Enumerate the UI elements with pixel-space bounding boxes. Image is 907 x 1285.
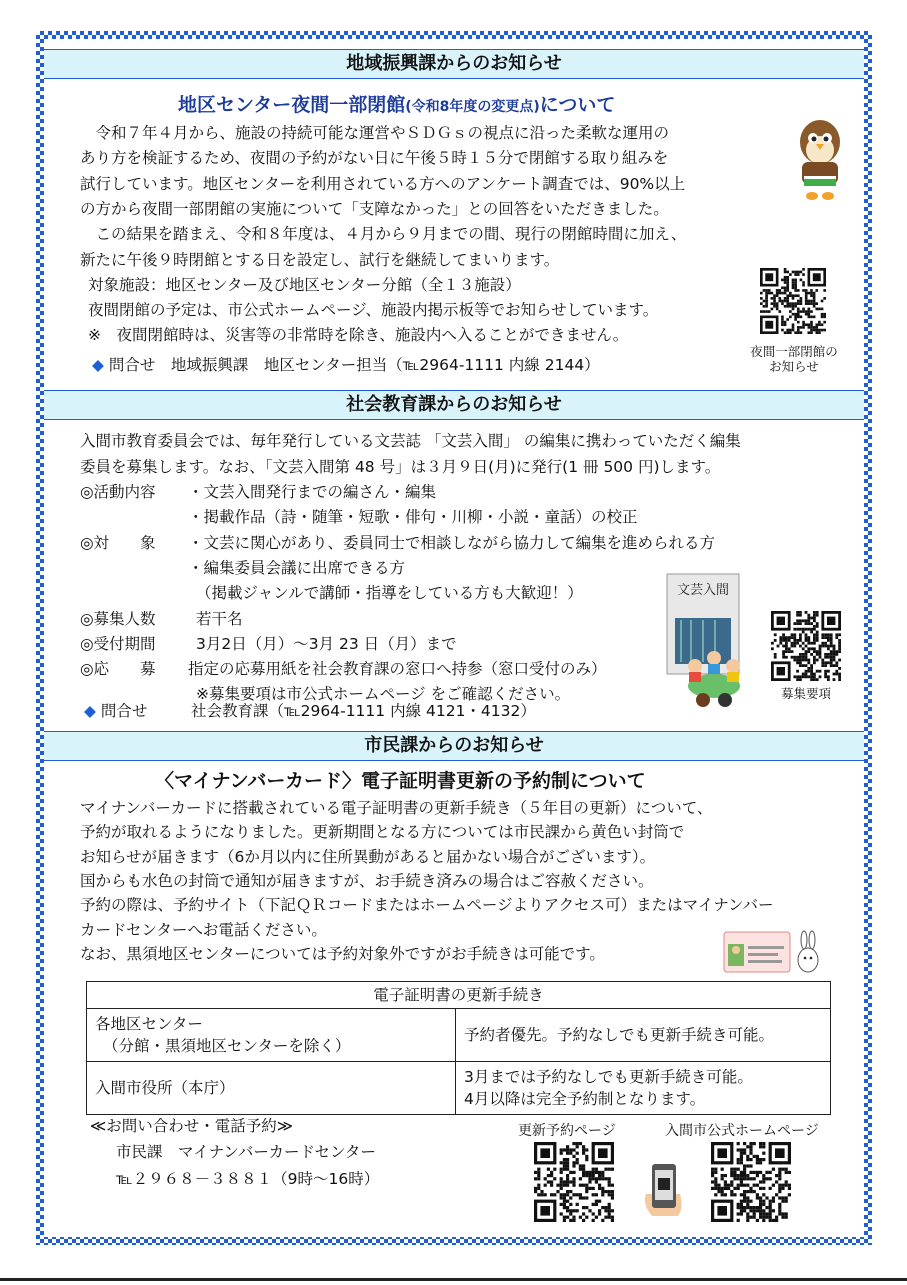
body-line: この結果を踏まえ、令和８年度は、４月から９月までの間、現行の閉館時間に加え、 — [80, 225, 687, 244]
qr-code-icon[interactable] — [704, 1142, 798, 1222]
mascot-bird-icon — [790, 112, 850, 204]
section-header-chiiki: 地域振興課からのお知らせ — [44, 49, 864, 79]
title-note: (令和8年度の変更点) — [405, 99, 540, 115]
qr-code-icon[interactable] — [528, 1142, 620, 1222]
qr-caption-shakai: 募集要項 — [780, 686, 831, 701]
smartphone-icon — [640, 1160, 688, 1220]
item-text: ・掲載作品（詩・随筆・短歌・俳句・川柳・小説・童話）の校正 — [188, 508, 638, 527]
item-label: ◎活動内容 — [80, 483, 156, 501]
contact-line2: ℡２９６８－３８８１（9時～16時） — [116, 1170, 380, 1188]
body-line: 予約の際は、予約サイト（下記ＱＲコードまたはホームページよりアクセス可）またはマイナンバー — [80, 896, 774, 915]
cell-text: 予約者優先。予約なしでも更新手続き可能。 — [464, 1026, 775, 1044]
item-label: ◎対 象 — [80, 533, 156, 552]
table-cell — [456, 1009, 831, 1062]
cell-text: （分館・黒須地区センターを除く） — [103, 1037, 351, 1055]
book-title: 文芸入間 — [676, 583, 730, 598]
table-cell — [87, 1062, 456, 1115]
item-text: ・編集委員会議に出席できる方 — [188, 558, 406, 577]
item-text: ※募集要項は市公式ホームページ をご確認ください。 — [196, 685, 571, 704]
body-line: の方から夜間一部閉館の実施について「支障なかった」との回答をいただきました。 — [80, 199, 669, 218]
contact-row-chiiki — [92, 355, 600, 375]
contact-chiiki: 問合せ 地域振興課 地区センター担当（℡2964-1111 内線 2144） — [108, 356, 600, 374]
body-line: お知らせが届きます（6か月以内に住所異動があると届かない場合がございます）。 — [80, 847, 656, 866]
body-line: 入間市教育委員会では、毎年発行している文芸誌 「文芸入間」 の編集に携わっていただく編集 — [80, 432, 741, 450]
contact-row-shakai — [84, 701, 147, 721]
qr-caption-line2: お知らせ — [769, 359, 819, 374]
qr-code-icon[interactable] — [771, 611, 841, 681]
title-main: 地区センター夜間一部閉館 — [178, 94, 406, 116]
item-text: 指定の応募用紙を社会教育課の窓口へ持参（窓口受付のみ） — [188, 660, 607, 679]
table-row — [87, 1062, 831, 1115]
item-text: 若干名 — [196, 609, 243, 628]
cell-text: 3月までは予約なしでも更新手続き可能。 — [464, 1068, 753, 1086]
body-line: 夜間閉館の予定は、市公式ホームページ、施設内掲示板等でお知らせしています。 — [88, 301, 659, 320]
item-label: ◎応 募 — [80, 660, 156, 679]
cell-text: 4月以降は完全予約制となります。 — [464, 1090, 706, 1108]
body-line: あり方を検証するため、夜間の予約がない日に午後５時１５分で閉館する取り組みを — [80, 149, 669, 168]
title-end: について — [539, 94, 616, 116]
qr-caption-line1: 夜間一部閉館の — [750, 344, 838, 359]
section3-title: 〈マイナンバーカード〉電子証明書更新の予約制について — [155, 770, 646, 792]
mynumber-card-icon — [722, 928, 826, 974]
item-text: 3月2日（月）～3月 23 日（月）まで — [196, 634, 457, 653]
table-cell — [456, 1062, 831, 1115]
bottom-rule — [0, 1278, 907, 1281]
cell-text: 入間市役所（本庁） — [95, 1079, 235, 1097]
meeting-people-icon — [683, 640, 745, 710]
diamond-icon: ◆ — [92, 356, 104, 374]
contact-line1: 市民課 マイナンバーカードセンター — [116, 1143, 376, 1161]
table-cell — [87, 1009, 456, 1062]
qr-code-icon[interactable] — [760, 268, 826, 334]
body-line: マイナンバーカードに搭載されている電子証明書の更新手続き（５年目の更新）について、 — [80, 799, 713, 817]
contact-shakai: 社会教育課（℡2964-1111 内線 4121・4132） — [191, 702, 536, 720]
qr-caption-reserve: 更新予約ページ — [518, 1123, 616, 1139]
table-row — [87, 1009, 831, 1062]
item-label: ◎受付期間 — [80, 634, 156, 653]
item-text: （掲載ジャンルで講師・指導をしている方も大歓迎！） — [196, 584, 583, 603]
body-line: カードセンターへお電話ください。 — [80, 920, 327, 939]
body-line: 委員を募集します。なお、「文芸入間第 48 号」は３月９日(月)に発行(1 冊 500 円)します。 — [80, 457, 721, 476]
contact-title-shimin: ≪お問い合わせ・電話予約≫ — [90, 1117, 293, 1135]
body-line: 令和７年４月から、施設の持続可能な運営やＳＤＧｓの視点に沿った柔軟な運用の — [80, 124, 670, 142]
table-caption: 電子証明書の更新手続き — [87, 982, 831, 1009]
certificate-table — [86, 981, 831, 1115]
section1-title — [178, 90, 615, 117]
body-line: ※ 夜間閉館時は、災害等の非常時を除き、施設内へ入ることができません。 — [88, 326, 629, 345]
body-line: なお、黒須地区センターについては予約対象外ですがお手続きは可能です。 — [80, 944, 605, 963]
section-header-shakai: 社会教育課からのお知らせ — [44, 390, 864, 420]
cell-text: 各地区センター — [95, 1015, 203, 1033]
item-text: ・文芸に関心があり、委員同士で相談しながら協力して編集を進められる方 — [188, 533, 716, 552]
qr-caption-chiiki — [746, 344, 842, 374]
qr-caption-homepage: 入間市公式ホームページ — [665, 1123, 819, 1139]
body-line: 試行しています。地区センターを利用されている方へのアンケート調査では、90%以上 — [80, 174, 686, 193]
item-label: ◎募集人数 — [80, 609, 156, 628]
contact-label: 問合せ — [100, 702, 148, 720]
section-header-shimin: 市民課からのお知らせ — [44, 731, 864, 761]
body-line: 対象施設：地区センター及び地区センター分館（全１３施設） — [88, 275, 521, 294]
body-line: 国からも水色の封筒で通知が届きますが、お手続き済みの場合はご容赦ください。 — [80, 871, 654, 890]
body-line: 新たに午後９時閉館とする日を設定し、試行を継続してまいります。 — [80, 250, 560, 269]
diamond-icon: ◆ — [84, 702, 96, 720]
item-text: ・文芸入間発行までの編さん・編集 — [188, 483, 437, 501]
body-line: 予約が取れるようになりました。更新期間となる方については市民課から黄色い封筒で — [80, 823, 685, 842]
